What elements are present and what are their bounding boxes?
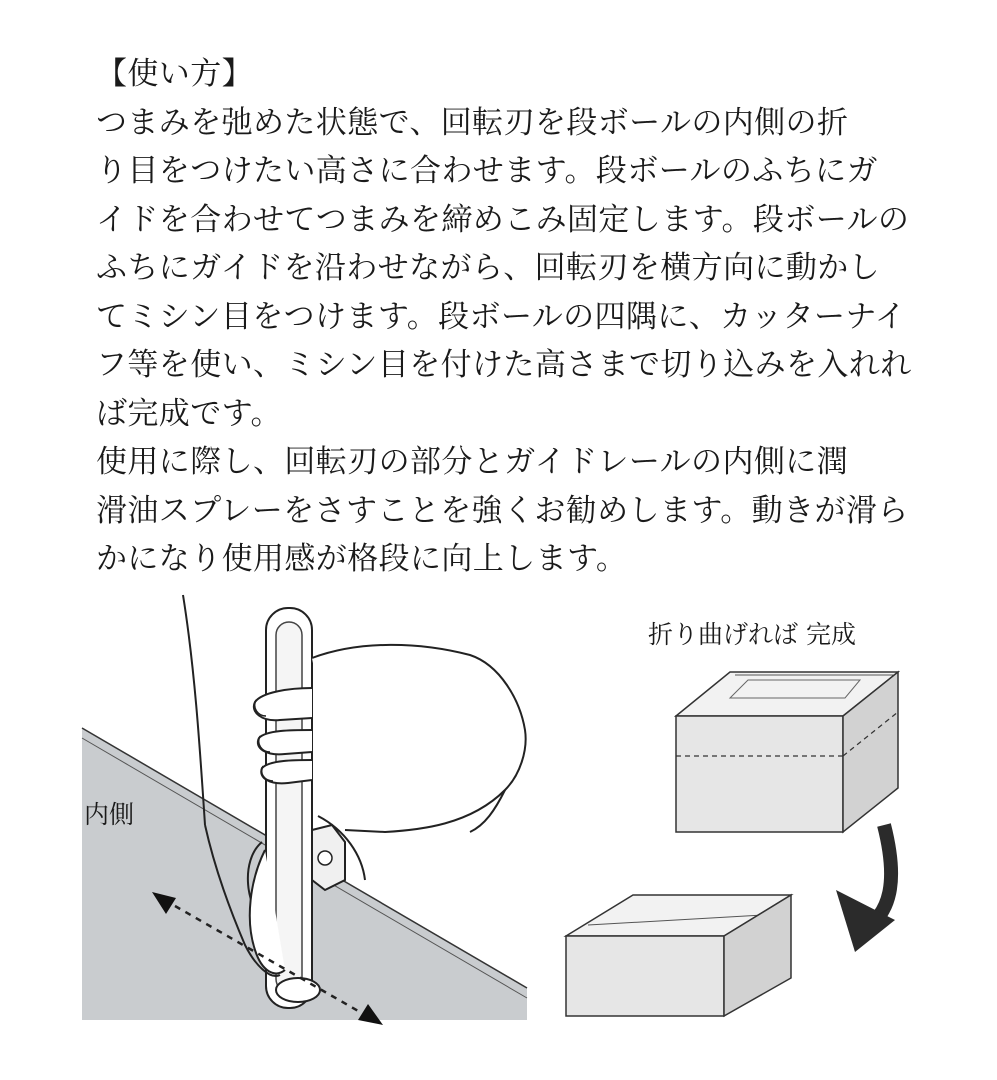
usage-illustration [0, 580, 997, 1080]
curved-arrow-icon [836, 825, 895, 952]
instruction-line: イドを合わせてつまみを締めこみ固定します。段ボールの [96, 201, 910, 238]
instruction-line: フ等を使い、ミシン目を付けた高さまで切り込みを入れれ [96, 347, 912, 383]
instruction-line: ば完成です。 [96, 395, 282, 432]
finish-label: 折り曲げれば 完成 [648, 620, 856, 649]
illustration-canvas [0, 580, 997, 1080]
instruction-line: り目をつけたい高さに合わせます。段ボールのふちにガ [96, 153, 878, 189]
inside-label: 内側 [84, 800, 135, 829]
folded-box-illustration [566, 895, 791, 1016]
closed-box-illustration [676, 672, 898, 832]
instruction-line: ふちにガイドを沿わせながら、回転刃を横方向に動かし [96, 250, 881, 286]
instructions-heading: 【使い方】 [96, 56, 253, 92]
instruction-line: 滑油スプレーをさすことを強くお勧めします。動きが滑ら [96, 492, 909, 529]
instruction-line: かになり使用感が格段に向上します。 [96, 541, 628, 577]
instruction-line: つまみを弛めた状態で、回転刃を段ボールの内側の折 [96, 104, 849, 141]
instructions-block [96, 50, 912, 584]
instruction-line: 使用に際し、回転刃の部分とガイドレールの内側に潤 [96, 444, 849, 480]
instruction-line: てミシン目をつけます。段ボールの四隅に、カッターナイ [96, 298, 907, 335]
